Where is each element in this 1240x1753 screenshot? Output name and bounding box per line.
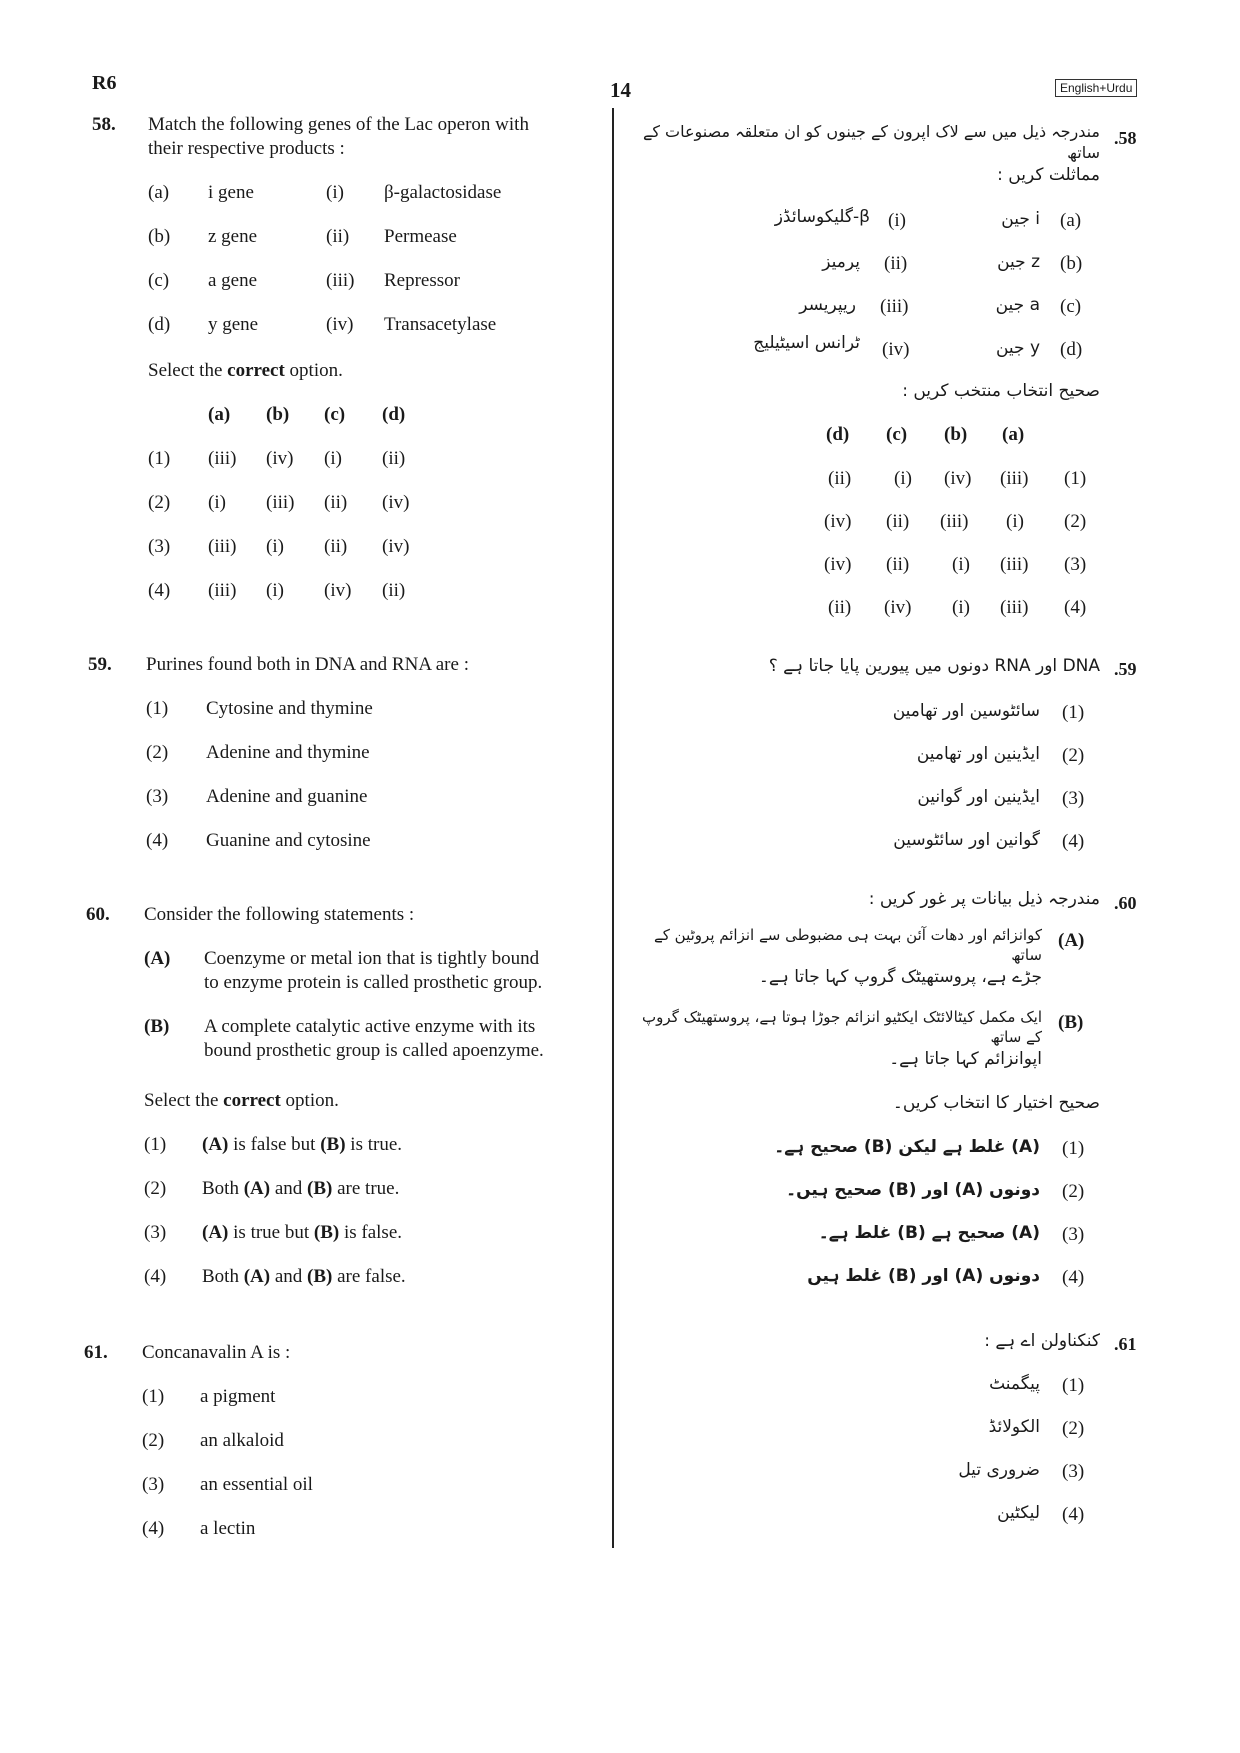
q58-row-num: (3)	[148, 536, 171, 557]
urdu-q58-stem-line1: مندرجہ ذیل میں سے لاک اپرون کے جینوں کو ان متعلقہ مصنوعات کے ساتھ	[642, 122, 1100, 162]
urdu-q60-statement-b-line1: ایک مکمل کیٹالائٹک ایکٹیو انزائم جوڑا ہوتا ہے، پروستھیٹک گروپ کے ساتھ	[642, 1008, 1042, 1046]
q59-option-num: (3)	[146, 786, 169, 807]
q58-cell: (ii)	[324, 492, 348, 513]
urdu-q60-stem: مندرجہ ذیل بیانات پر غور کریں :	[868, 889, 1100, 909]
urdu-q58-right-key: (ii)	[884, 253, 908, 274]
urdu-q58-select: صحیح انتخاب منتخب کریں :	[902, 381, 1100, 401]
q60-option-text: Both (A) and (B) are false.	[202, 1266, 406, 1287]
q59-option-text: Guanine and cytosine	[206, 830, 371, 851]
q58-select-line: Select the correct option.	[148, 360, 343, 381]
q60-statement-a-line2: to enzyme protein is called prosthetic group.	[204, 972, 543, 993]
urdu-q60-option-text: دونوں (A) اور (B) صحیح ہیں۔	[786, 1180, 1040, 1200]
q58-right-key: (i)	[326, 182, 344, 203]
urdu-q58-left-text: a جین	[995, 295, 1040, 315]
urdu-q61-option-text: پیگمنٹ	[989, 1374, 1040, 1394]
urdu-q60-option-num: (3)	[1062, 1224, 1085, 1245]
urdu-q59-option-text: ایڈینین اور تھامین	[916, 744, 1040, 764]
q59-option-text: Cytosine and thymine	[206, 698, 373, 719]
urdu-q58-right-key: (iii)	[880, 296, 909, 317]
urdu-q59-option-text: ایڈینین اور گوانین	[917, 787, 1040, 807]
q58-left-text: z gene	[208, 226, 258, 247]
urdu-q58-cell: (i)	[952, 554, 970, 575]
q58-left-text: y gene	[208, 314, 259, 335]
q58-cell: (iii)	[266, 492, 295, 513]
urdu-q60-option-text: (A) غلط ہے لیکن (B) صحیح ہے۔	[774, 1137, 1040, 1157]
q58-number: 58.	[92, 114, 116, 135]
urdu-q58-left-key: (b)	[1060, 253, 1083, 274]
q58-right-text: β-galactosidase	[384, 182, 502, 203]
urdu-q58-row-num: (2)	[1064, 511, 1087, 532]
q61-option-num: (4)	[142, 1518, 165, 1539]
urdu-q60-select: صحیح اختیار کا انتخاب کریں۔	[892, 1093, 1100, 1113]
urdu-q58-row-num: (1)	[1064, 468, 1087, 489]
urdu-q61-option-text: الکولائڈ	[988, 1417, 1040, 1437]
q58-cell: (i)	[324, 448, 342, 469]
q60-stem: Consider the following statements :	[144, 904, 415, 925]
q60-option-text: (A) is true but (B) is false.	[202, 1222, 403, 1243]
q60-statement-b-line1: A complete catalytic active enzyme with its	[204, 1016, 536, 1037]
q61-option-text: a pigment	[200, 1386, 276, 1407]
q61-number: 61.	[84, 1342, 108, 1363]
paper-code: R6	[92, 72, 117, 94]
q59-option-num: (2)	[146, 742, 169, 763]
urdu-q61-option-num: (4)	[1062, 1504, 1085, 1525]
q58-left-text: a gene	[208, 270, 258, 291]
q61-option-text: a lectin	[200, 1518, 256, 1539]
urdu-q58-left-key: (c)	[1060, 296, 1082, 317]
column-divider	[612, 108, 614, 1548]
urdu-q60-statement-b-key: (B)	[1058, 1012, 1084, 1033]
q58-right-text: Repressor	[384, 270, 460, 291]
q58-head-a: (a)	[208, 404, 231, 425]
urdu-q58-cell: (ii)	[828, 597, 852, 618]
urdu-q59-number: .59	[1114, 659, 1137, 679]
urdu-q59-option-text: سائٹوسین اور تھامین	[892, 701, 1040, 721]
q58-cell: (iv)	[382, 492, 410, 513]
q58-right-text: Permease	[384, 226, 457, 247]
q60-option-text: Both (A) and (B) are true.	[202, 1178, 400, 1199]
urdu-q58-left-text: y جین	[995, 338, 1040, 358]
urdu-q58-right-text: ریپریسر	[799, 295, 856, 315]
urdu-q60-option-num: (4)	[1062, 1267, 1085, 1288]
q58-cell: (ii)	[382, 580, 406, 601]
urdu-q58-left-key: (a)	[1060, 210, 1082, 231]
urdu-q58-cell: (ii)	[828, 468, 852, 489]
urdu-q59-option-text: گوانین اور سائٹوسین	[893, 830, 1040, 850]
urdu-q58-right-text: پرمیز	[822, 252, 860, 272]
urdu-q58-stem-line2: مماثلت کریں :	[997, 165, 1100, 185]
q60-option-text: (A) is false but (B) is true.	[202, 1134, 403, 1155]
urdu-q58-cell: (iii)	[1000, 597, 1029, 618]
q58-left-key: (d)	[148, 314, 171, 335]
q58-cell: (iv)	[324, 580, 352, 601]
q58-right-key: (iii)	[326, 270, 355, 291]
q58-right-key: (ii)	[326, 226, 350, 247]
q58-cell: (iii)	[208, 448, 237, 469]
urdu-q58-cell: (iii)	[940, 511, 969, 532]
urdu-q58-cell: (iv)	[944, 468, 972, 489]
q58-left-text: i gene	[208, 182, 254, 203]
urdu-q58-row-num: (4)	[1064, 597, 1087, 618]
urdu-q60-statement-a-line1: کوانزائم اور دھات آئن بہت ہی مضبوطی سے انزائم پروٹین کے ساتھ	[653, 926, 1042, 964]
urdu-q58-cell: (iii)	[1000, 554, 1029, 575]
q60-option-num: (1)	[144, 1134, 167, 1155]
urdu-q59-stem: DNA اور RNA دونوں میں پیورین پایا جاتا ہے ؟	[768, 656, 1100, 676]
q58-row-num: (2)	[148, 492, 171, 513]
q61-option-num: (2)	[142, 1430, 165, 1451]
q60-option-num: (3)	[144, 1222, 167, 1243]
urdu-q58-left-text: i جین	[1001, 209, 1040, 229]
q60-statement-b-key: (B)	[144, 1016, 170, 1037]
urdu-q58-head-a: (a)	[1002, 424, 1025, 445]
urdu-q59-option-num: (4)	[1062, 831, 1085, 852]
urdu-q58-left-text: z جین	[997, 252, 1040, 272]
q58-row-num: (4)	[148, 580, 171, 601]
urdu-q60-statement-a-key: (A)	[1058, 930, 1085, 951]
q61-option-num: (1)	[142, 1386, 165, 1407]
urdu-q58-cell: (iii)	[1000, 468, 1029, 489]
page-number: 14	[610, 78, 631, 102]
q58-right-key: (iv)	[326, 314, 354, 335]
q61-stem: Concanavalin A is :	[142, 1342, 291, 1363]
q61-option-num: (3)	[142, 1474, 165, 1495]
q58-right-text: Transacetylase	[384, 314, 497, 335]
urdu-q60-statement-a-line2: جڑے ہے، پروستھیٹک گروپ کہا جاتا ہے۔	[758, 967, 1042, 987]
urdu-q61-option-text: لیکٹین	[997, 1503, 1040, 1523]
q58-cell: (iv)	[266, 448, 294, 469]
urdu-q58-cell: (iv)	[824, 511, 852, 532]
q60-option-num: (2)	[144, 1178, 167, 1199]
urdu-q58-right-text: β-گلیکوسائڈز	[774, 207, 870, 227]
urdu-q58-cell: (iv)	[884, 597, 912, 618]
q58-head-c: (c)	[324, 404, 346, 425]
q58-left-key: (b)	[148, 226, 171, 247]
urdu-q61-option-num: (2)	[1062, 1418, 1085, 1439]
q60-statement-b-line2: bound prosthetic group is called apoenzyme.	[204, 1040, 544, 1061]
urdu-q58-head-b: (b)	[944, 424, 968, 445]
q58-left-key: (c)	[148, 270, 170, 291]
q59-option-text: Adenine and guanine	[206, 786, 368, 807]
q58-head-b: (b)	[266, 404, 290, 425]
urdu-q58-cell: (ii)	[886, 554, 910, 575]
q59-number: 59.	[88, 654, 112, 675]
q58-cell: (iii)	[208, 536, 237, 557]
urdu-q58-cell: (i)	[1006, 511, 1024, 532]
q58-cell: (iii)	[208, 580, 237, 601]
urdu-q58-cell: (i)	[952, 597, 970, 618]
q58-cell: (ii)	[382, 448, 406, 469]
urdu-q58-head-c: (c)	[886, 424, 908, 445]
q59-option-num: (1)	[146, 698, 169, 719]
urdu-q60-option-text: (A) صحیح ہے (B) غلط ہے۔	[818, 1223, 1040, 1243]
q59-stem: Purines found both in DNA and RNA are :	[146, 654, 469, 675]
urdu-q60-statement-b-line2: اپوانزائم کہا جاتا ہے۔	[889, 1049, 1042, 1069]
urdu-q58-right-text: ٹرانس اسیٹیلیج	[753, 333, 860, 353]
urdu-q58-number: .58	[1114, 128, 1137, 148]
q60-option-num: (4)	[144, 1266, 167, 1287]
q58-cell: (i)	[266, 580, 284, 601]
q58-cell: (iv)	[382, 536, 410, 557]
urdu-q61-number: .61	[1114, 1334, 1137, 1354]
q58-cell: (i)	[208, 492, 226, 513]
urdu-q60-option-text: دونوں (A) اور (B) غلط ہیں	[807, 1266, 1040, 1286]
urdu-q60-option-num: (2)	[1062, 1181, 1085, 1202]
q58-cell: (i)	[266, 536, 284, 557]
q58-head-d: (d)	[382, 404, 406, 425]
q60-number: 60.	[86, 904, 110, 925]
q58-left-key: (a)	[148, 182, 170, 203]
urdu-q58-cell: (ii)	[886, 511, 910, 532]
urdu-q58-row-num: (3)	[1064, 554, 1087, 575]
urdu-q59-option-num: (2)	[1062, 745, 1085, 766]
urdu-q58-head-d: (d)	[826, 424, 850, 445]
urdu-q58-cell: (iv)	[824, 554, 852, 575]
urdu-q60-option-num: (1)	[1062, 1138, 1085, 1159]
urdu-q58-cell: (i)	[894, 468, 912, 489]
language-badge: English+Urdu	[1055, 79, 1137, 97]
q58-cell: (ii)	[324, 536, 348, 557]
q58-stem-line2: their respective products :	[148, 138, 345, 159]
q60-statement-a-line1: Coenzyme or metal ion that is tightly bound	[204, 948, 540, 969]
urdu-q61-option-text: ضروری تیل	[958, 1460, 1040, 1480]
urdu-q61-option-num: (3)	[1062, 1461, 1085, 1482]
urdu-q61-option-num: (1)	[1062, 1375, 1085, 1396]
urdu-q58-left-key: (d)	[1060, 339, 1083, 360]
urdu-q58-right-key: (iv)	[882, 339, 910, 360]
urdu-q59-option-num: (3)	[1062, 788, 1085, 809]
q61-option-text: an essential oil	[200, 1474, 313, 1495]
q60-select-line: Select the correct option.	[144, 1090, 339, 1111]
q61-option-text: an alkaloid	[200, 1430, 284, 1451]
q59-option-text: Adenine and thymine	[206, 742, 370, 763]
urdu-q59-option-num: (1)	[1062, 702, 1085, 723]
q58-stem-line1: Match the following genes of the Lac operon with	[148, 114, 529, 135]
q59-option-num: (4)	[146, 830, 169, 851]
urdu-q58-right-key: (i)	[888, 210, 906, 231]
urdu-q61-stem: کنکناولن اے ہے :	[984, 1331, 1100, 1351]
urdu-q60-number: .60	[1114, 893, 1137, 913]
q60-statement-a-key: (A)	[144, 948, 171, 969]
q58-row-num: (1)	[148, 448, 171, 469]
